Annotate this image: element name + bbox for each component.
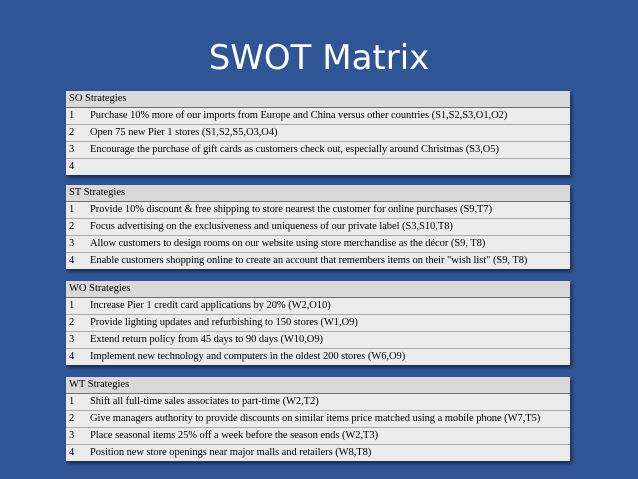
strategy-number: 3	[69, 430, 75, 441]
strategy-number: 1	[69, 204, 75, 215]
strategy-text: Extend return policy from 45 days to 90 days (W10,O9)	[90, 334, 323, 345]
strategy-row	[66, 159, 570, 175]
slide-title: SWOT Matrix	[208, 38, 430, 78]
wo-strategies-header: WO Strategies	[66, 281, 570, 298]
strategy-text: Give managers authority to provide discounts on similar items price matched using a mobile phone (W7,T5)	[90, 413, 541, 424]
strategy-text: Increase Pier 1 credit card applications by 20% (W2,O10)	[90, 300, 331, 311]
wt-strategies-header: WT Strategies	[66, 377, 570, 394]
strategy-row	[66, 219, 570, 236]
wo-strategies-table	[66, 281, 570, 365]
strategy-number: 2	[69, 221, 75, 232]
strategy-number: 1	[69, 300, 75, 311]
strategy-number: 4	[69, 255, 75, 266]
strategy-row	[66, 108, 570, 125]
strategy-row	[66, 332, 570, 349]
strategy-row	[66, 315, 570, 332]
strategy-number: 3	[69, 334, 75, 345]
strategy-text: Open 75 new Pier 1 stores (S1,S2,S5,O3,O4)	[90, 127, 278, 138]
strategy-number: 4	[69, 447, 75, 458]
strategy-row	[66, 411, 570, 428]
strategy-number: 2	[69, 413, 75, 424]
strategy-number: 2	[69, 127, 75, 138]
strategy-text: Allow customers to design rooms on our website using store merchandise as the décor (S9, T8)	[90, 238, 486, 249]
strategy-text: Place seasonal items 25% off a week before the season ends (W2,T3)	[90, 430, 379, 441]
strategy-row	[66, 125, 570, 142]
strategy-number: 3	[69, 144, 75, 155]
strategy-number: 2	[69, 317, 75, 328]
strategy-text: Enable customers shopping online to create an account that remembers items on their "wish list" (S9, T8)	[90, 255, 528, 266]
strategy-text: Purchase 10% more of our imports from Europe and China versus other countries (S1,S2,S3,O1,O2)	[90, 110, 508, 121]
strategy-row	[66, 202, 570, 219]
strategy-row	[66, 394, 570, 411]
strategy-row	[66, 349, 570, 365]
strategy-number: 1	[69, 396, 75, 407]
strategy-number: 3	[69, 238, 75, 249]
strategy-row	[66, 428, 570, 445]
strategy-number: 4	[69, 161, 75, 172]
strategy-row	[66, 298, 570, 315]
so-strategies-table	[66, 91, 570, 175]
strategy-row	[66, 445, 570, 461]
strategy-row	[66, 142, 570, 159]
strategy-text: Provide 10% discount & free shipping to store nearest the customer for online purchases (S9,T7)	[90, 204, 493, 215]
strategy-text: Implement new technology and computers in the oldest 200 stores (W6,O9)	[90, 351, 406, 362]
strategy-row	[66, 236, 570, 253]
strategy-text: Shift all full-time sales associates to part-time (W2,T2)	[90, 396, 319, 407]
so-strategies-header: SO Strategies	[66, 91, 570, 108]
strategy-text: Focus advertising on the exclusiveness and uniqueness of our private label (S3,S10,T8)	[90, 221, 453, 232]
strategy-number: 4	[69, 351, 75, 362]
strategy-number: 1	[69, 110, 75, 121]
strategy-text: Encourage the purchase of gift cards as customers check out, especially around Christmas (S3,O5)	[90, 144, 499, 155]
strategy-text: Position new store openings near major malls and retailers (W8,T8)	[90, 447, 372, 458]
wt-strategies-table	[66, 377, 570, 461]
st-strategies-header: ST Strategies	[66, 185, 570, 202]
strategy-text: Provide lighting updates and refurbishing to 150 stores (W1,O9)	[90, 317, 358, 328]
st-strategies-table	[66, 185, 570, 269]
strategy-row	[66, 253, 570, 269]
